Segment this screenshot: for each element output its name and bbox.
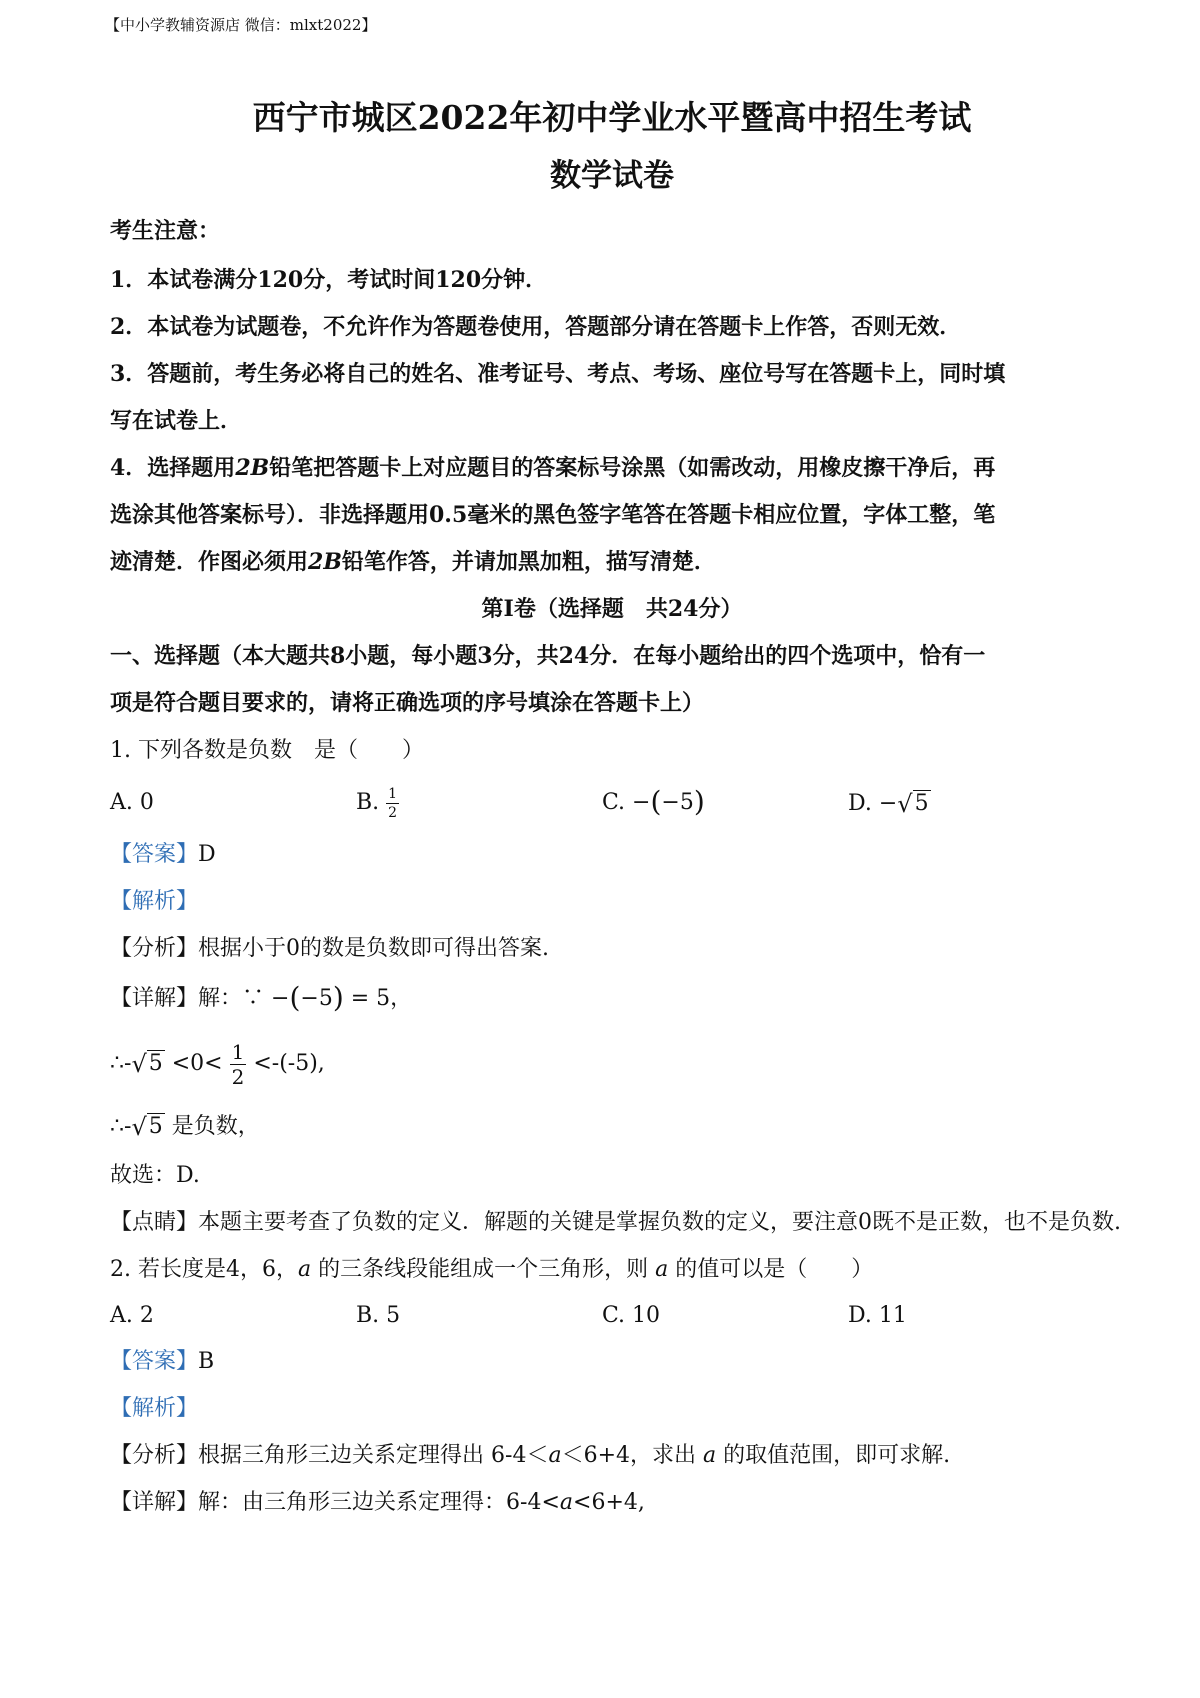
q2-option-b: B. 5 — [356, 1303, 401, 1328]
q1-dianjing — [110, 1199, 1122, 1246]
paren-close: ) — [693, 785, 705, 818]
notice-item-4-text: 迹清楚．作图必须用 — [110, 549, 309, 575]
variable-a: a — [297, 1257, 312, 1282]
q1-step-3-prefix: ∴- — [110, 1114, 132, 1139]
section-desc-line-1: 一、选择题（本大题共8小题，每小题3分，共24分．在每小题给出的四个选项中，恰有一 — [110, 643, 986, 669]
q1-step-3-suffix: 是负数， — [164, 1114, 260, 1139]
notice-item-3-line-2: 写在试卷上． — [110, 408, 243, 434]
q1-xiangjie-prefix: 解：∵ − — [198, 986, 290, 1011]
q1-answer-value: D — [198, 842, 216, 867]
page-title: 西宁市城区2022年初中学业水平暨高中招生考试 — [252, 98, 972, 137]
fenxi-tag: 【分析】 — [110, 936, 199, 961]
q2-xiangjie-text: <6+4, — [573, 1490, 645, 1515]
section-desc-line-2: 项是符合题目要求的，请将正确选项的序号填涂在答题卡上） — [110, 690, 705, 716]
q2-stem-text: 的三条线段能组成一个三角形，则 — [311, 1257, 656, 1282]
xiangjie-tag: 【详解】 — [110, 1490, 199, 1515]
watermark: 【中小学教辅资源店 微信：mlxt2022】 — [105, 16, 377, 34]
radicand: 5 — [148, 1114, 163, 1139]
section-title: 第I卷（选择题 共24分） — [481, 596, 743, 622]
answer-tag: 【答案】 — [110, 842, 199, 867]
radicand: 5 — [914, 791, 929, 816]
paren-open: ( — [650, 785, 662, 818]
q1-step-2-prefix: ∴- — [110, 1051, 132, 1076]
q2-xiangjie — [110, 1479, 1114, 1526]
variable-a: a — [703, 1443, 717, 1468]
fraction — [230, 1039, 247, 1089]
q2-xiangjie-text: 解：由三角形三边关系定理得：6-4< — [198, 1490, 560, 1515]
analysis-tag: 【解析】 — [110, 889, 199, 914]
q1-answer — [110, 831, 1114, 878]
q2-options — [110, 1293, 1114, 1338]
q1-option-b-fraction — [386, 787, 399, 820]
notice-heading: 考生注意： — [110, 218, 221, 244]
dianjing-tag: 【点睛】 — [110, 1210, 199, 1235]
paren-close: ) — [332, 981, 344, 1014]
minus-sign: − — [632, 790, 651, 815]
q2-fenxi-text: 根据三角形三边关系定理得出 6-4＜ — [198, 1443, 549, 1468]
q2-stem-text: 2. 若长度是4，6， — [110, 1257, 298, 1282]
q1-step-2 — [110, 1026, 1114, 1098]
variable-a: a — [655, 1257, 669, 1282]
paren-open: ( — [289, 981, 301, 1014]
q1-step-3 — [110, 1098, 1114, 1152]
q2-analysis — [110, 1385, 1114, 1432]
q1-xiangjie-inner: −5 — [300, 986, 333, 1011]
q2-option-d: D. 11 — [848, 1303, 907, 1328]
q1-step-2-mid: <0< — [164, 1051, 230, 1076]
q1-option-c-inner: −5 — [661, 790, 694, 815]
notice-item-1: 1．本试卷满分120分，考试时间120分钟． — [110, 267, 548, 293]
q2-stem — [110, 1246, 1114, 1293]
q1-option-d-label: D. — [848, 791, 872, 816]
radical-sign: √ — [897, 790, 913, 818]
q2-answer-value: B — [198, 1349, 215, 1374]
q1-dianjing-text: 本题主要考查了负数的定义．解题的关键是掌握负数的定义，要注意0既不是正数，也不是负数. — [198, 1210, 1122, 1235]
q1-options — [110, 774, 1114, 831]
radicand: 5 — [148, 1051, 163, 1076]
notice-item-4-line-2: 选涂其他答案标号）．非选择题用0.5毫米的黑色签字笔答在答题卡相应位置，字体工整，笔 — [110, 502, 996, 528]
sqrt-expression — [131, 1098, 164, 1154]
q1-fenxi — [110, 925, 1114, 972]
page-subtitle: 数学试卷 — [550, 158, 674, 194]
q1-xiangjie-suffix: = 5， — [343, 986, 413, 1011]
q1-option-b-label: B. — [356, 790, 380, 815]
q1-analysis — [110, 878, 1114, 925]
variable-a: a — [548, 1443, 562, 1468]
notice-item-4-text: 铅笔作答，并请加黑加粗，描写清楚． — [341, 549, 716, 575]
q1-option-b — [356, 774, 399, 831]
q2-fenxi-text: 的取值范围，即可求解. — [716, 1443, 951, 1468]
sqrt-expression — [897, 774, 930, 832]
notice-item-4-text: 铅笔把答题卡上对应题目的答案标号涂黑（如需改动，用橡皮擦干净后，再 — [269, 455, 996, 481]
notice-item-2: 2．本试卷为试题卷，不允许作为答题卷使用，答题部分请在答题卡上作答，否则无效． — [110, 314, 962, 340]
notice-2b: 2B — [235, 455, 270, 481]
notice-item-4-line-3 — [110, 539, 1114, 586]
radical-sign: √ — [131, 1050, 147, 1078]
q2-stem-text: 的值可以是（ ） — [668, 1257, 874, 1282]
analysis-tag: 【解析】 — [110, 1396, 199, 1421]
minus-sign: − — [878, 791, 898, 816]
notice-2b: 2B — [308, 549, 342, 575]
notice-item-3-line-1: 3．答题前，考生务必将自己的姓名、准考证号、考点、考场、座位号写在答题卡上，同时填 — [110, 361, 1006, 387]
q2-option-a: A. 2 — [110, 1303, 154, 1328]
q1-option-a: A. 0 — [110, 790, 154, 815]
q1-option-d — [848, 774, 931, 832]
sqrt-expression — [131, 1026, 164, 1100]
fraction-denominator: 2 — [231, 1064, 245, 1089]
answer-tag: 【答案】 — [110, 1349, 199, 1374]
fraction-numerator: 1 — [231, 1039, 245, 1064]
q2-fenxi — [110, 1432, 1114, 1479]
q1-stem: 1. 下列各数是负数 是（ ） — [110, 738, 424, 763]
q2-answer — [110, 1338, 1114, 1385]
q2-option-c: C. 10 — [602, 1303, 661, 1328]
fraction-numerator: 1 — [388, 785, 398, 802]
notice-item-4-text: 4．选择题用 — [110, 455, 236, 481]
q1-step-2-suffix: <-(-5), — [246, 1051, 325, 1076]
xiangjie-tag: 【详解】 — [110, 986, 199, 1011]
fenxi-tag: 【分析】 — [110, 1443, 199, 1468]
q1-fenxi-text: 根据小于0的数是负数即可得出答案. — [198, 936, 550, 961]
fraction-denominator: 2 — [388, 804, 398, 821]
q1-choose: 故选：D. — [110, 1163, 200, 1188]
q2-fenxi-text: ＜6+4，求出 — [561, 1443, 703, 1468]
q1-option-c — [602, 774, 705, 831]
variable-a: a — [559, 1490, 574, 1515]
radical-sign: √ — [131, 1113, 147, 1141]
q1-option-c-label: C. — [602, 790, 626, 815]
notice-item-4-line-1 — [110, 445, 1114, 492]
q1-xiangjie — [110, 972, 1114, 1026]
